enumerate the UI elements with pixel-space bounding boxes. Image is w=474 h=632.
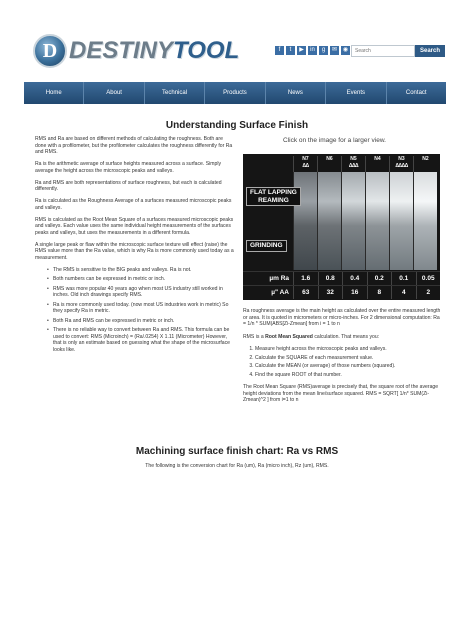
section-title: Machining surface finish chart: Ra vs RMS	[135, 446, 339, 457]
paragraph: Ra is calculated as the Roughness Average of a surfaces measured microscopic peaks and valleys.	[35, 198, 232, 211]
list-item: 2. Calculate the SQUARE of each measurement value.	[255, 355, 443, 362]
swatch	[341, 172, 365, 270]
row-value: 0.05	[416, 272, 441, 285]
grade-n3	[389, 156, 413, 172]
row-value: 63	[293, 286, 318, 299]
nav-item-technical[interactable]: Technical	[145, 82, 205, 104]
list-item: 3. Calculate the MEAN (or average) of those numbers (squared).	[255, 363, 443, 370]
grade-label: N7	[302, 156, 309, 162]
swatch	[389, 172, 413, 270]
row-value: 0.8	[318, 272, 343, 285]
youtube-icon[interactable]: ▶	[297, 46, 306, 55]
facebook-icon[interactable]: f	[275, 46, 284, 55]
triangle-marks: ΔΔ	[302, 163, 309, 169]
list-item: • Both numbers can be expressed in metric or inch.	[47, 276, 235, 283]
site-header	[0, 0, 474, 80]
paragraph: A single large peak or flaw within the microscopic surface texture will effect (raise) the RMS value more than the Ra value, which is why Ra is more commonly used today as a measurement.	[35, 241, 234, 261]
logo-text	[69, 37, 239, 65]
twitter-icon[interactable]: t	[286, 46, 295, 55]
triangle-marks: ΔΔΔ	[348, 163, 359, 169]
grade-n4	[365, 156, 389, 172]
row-value: 0.4	[342, 272, 367, 285]
paragraph	[243, 334, 443, 341]
row-value: 0.2	[367, 272, 392, 285]
nav-item-products[interactable]: Products	[205, 82, 265, 104]
grade-label: N4	[374, 156, 381, 162]
swatch	[317, 172, 341, 270]
search-input[interactable]	[351, 45, 415, 57]
logo-word-tool: TOOL	[173, 37, 240, 64]
list-item: • Both Ra and RMS can be expressed in metric or inch.	[47, 318, 235, 325]
grade-n5	[341, 156, 365, 172]
main-nav	[24, 82, 446, 104]
grade-label: N2	[422, 156, 429, 162]
triangle-marks: ΔΔΔΔ	[395, 163, 408, 169]
row-value: 8	[367, 286, 392, 299]
row-value: 1.6	[293, 272, 318, 285]
nav-item-news[interactable]: News	[266, 82, 326, 104]
band-label-lapping: FLAT LAPPING REAMING	[246, 187, 301, 206]
logo-word-destiny: DESTINY	[69, 37, 174, 64]
row-value: 4	[391, 286, 416, 299]
aa-microinch-row	[243, 285, 440, 299]
intro-text	[35, 136, 235, 356]
row-value: 16	[342, 286, 367, 299]
search-button[interactable]: Search	[415, 45, 445, 57]
text-fragment: calculation. That means you:	[312, 333, 380, 340]
grade-n6	[317, 156, 341, 172]
steps-list	[255, 346, 443, 378]
row-value: 0.1	[391, 272, 416, 285]
paragraph: The Root Mean Square (RMS)average is precisely that, the square root of the average height deviations from the mean line/surface squared. RMS = SQRT[ 1/n* SUM(Zi-Zmean)^2 ] from i=1 to n	[243, 384, 439, 403]
swatch	[365, 172, 389, 270]
band-label-grinding: GRINDING	[246, 240, 287, 252]
rss-icon[interactable]: ◉	[342, 47, 349, 53]
logo-badge: D	[33, 34, 67, 68]
grade-label: N5	[350, 156, 357, 162]
list-item: • There is no reliable way to convert between Ra and RMS. This formula can be used to convert: RMS (Microinch) = (Ra/.0254) X 1.11 (Micrometer) However, that is only an estimate based on guessing what the shape of the microsurface looks like.	[47, 327, 235, 353]
paragraph: Ra and RMS are both representations of surface roughness, but each is calculated differently.	[35, 179, 222, 192]
nav-item-events[interactable]: Events	[326, 82, 386, 104]
nav-item-about[interactable]: About	[84, 82, 144, 104]
grade-n2	[413, 156, 437, 172]
row-unit: µ" AA	[271, 289, 289, 296]
grade-label: N6	[326, 156, 333, 162]
sample-swatches	[293, 172, 437, 270]
page-title: Understanding Surface Finish	[165, 120, 309, 131]
row-value: 32	[318, 286, 343, 299]
logo[interactable]	[33, 34, 239, 68]
nav-item-contact[interactable]: Contact	[405, 90, 427, 96]
list-item: • The RMS is sensitive to the BIG peaks and valleys. Ra is not.	[47, 267, 235, 274]
paragraph: Ra roughness average is the main height as calculated over the entire measured length or area. It is quoted in micrometers or micro-inches. For 2 dimensional computation: Ra = 1/n * SUM(ABS[Zi-Zmean] from i = 1 to n	[243, 308, 441, 327]
list-item: • RMS was more popular 40 years ago when most US industry still worked in inches. Old inch drawings specify RMS.	[47, 286, 235, 299]
swatch	[413, 172, 437, 270]
rms-explanation	[243, 308, 443, 410]
google-plus-icon[interactable]: g	[319, 46, 328, 55]
section-subtitle: The following is the conversion chart for Ra (um), Ra (micro inch), Rz (um), RMS.	[145, 463, 329, 469]
surface-finish-samples-image[interactable]	[243, 154, 440, 300]
linkedin-icon[interactable]: in	[308, 46, 317, 55]
list-item: 1. Measure height across the microscopic peaks and valleys.	[255, 346, 443, 353]
paragraph: RMS and Ra are based on different methods of calculating the roughness. Both are done with a profilometer, but the profilometer calculates the roughness differently for Ra and RMS.	[35, 136, 233, 155]
email-icon[interactable]: ✉	[331, 47, 338, 53]
list-item: 4. Find the square ROOT of that number.	[255, 372, 443, 379]
row-unit: µm Ra	[269, 275, 289, 282]
row-value: 2	[416, 286, 441, 299]
image-hint: Click on the image for a larger view.	[283, 137, 386, 144]
ra-micrometer-row	[243, 271, 440, 285]
grade-header	[293, 156, 437, 172]
text-fragment: RMS is a	[243, 333, 266, 340]
paragraph: Ra is the arithmetic average of surface heights measured across a surface. Simply average the height across the microscopic peaks and valleys.	[35, 161, 222, 174]
bullet-list	[47, 267, 235, 354]
grade-n7	[293, 156, 317, 172]
social-links	[275, 46, 350, 55]
list-item: • Ra is more commonly used today. (now most US industries work in metric) So they specify Ra in metric.	[47, 302, 235, 315]
grade-label: N3	[398, 156, 405, 162]
paragraph: RMS is calculated as the Root Mean Square of a surfaces measured microscopic peaks and valleys. Each value uses the same individual height measurements of the surfaces peaks and valleys, but uses the measurements in a different formula.	[35, 216, 234, 236]
nav-item-home[interactable]: Home	[24, 82, 84, 104]
bold-term: Root Mean Squared	[265, 333, 313, 340]
